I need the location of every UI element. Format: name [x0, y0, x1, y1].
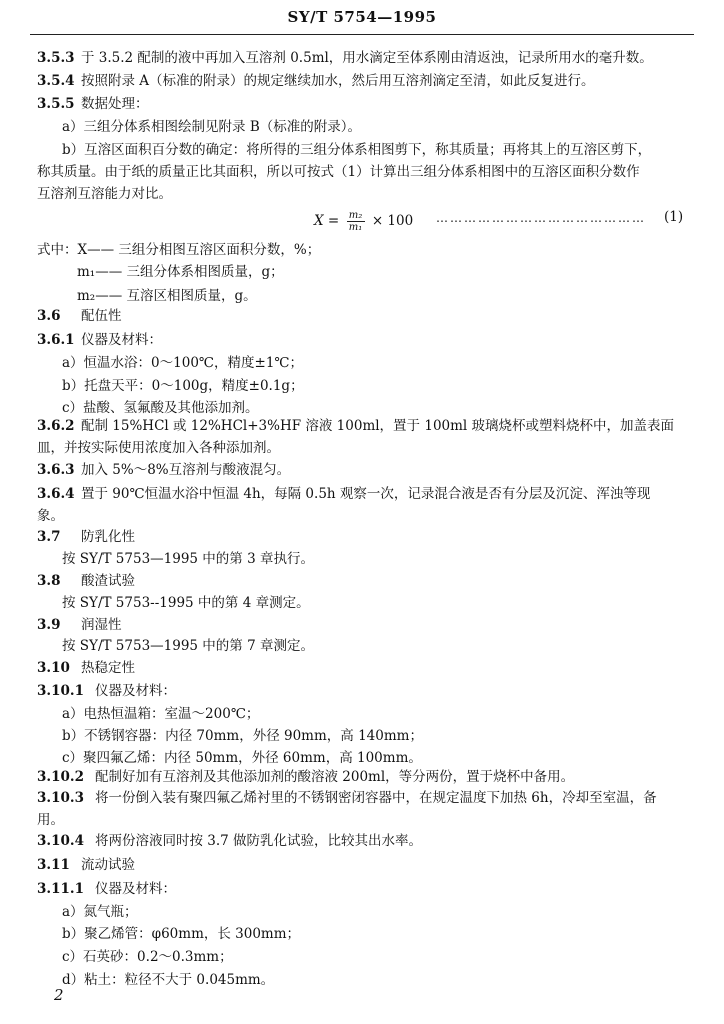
section-number: 3.6.2: [37, 418, 75, 434]
line-text: 数据处理：: [81, 96, 149, 112]
formula-denominator: m₁: [348, 222, 363, 233]
page-number: 2: [54, 986, 64, 1004]
text-line: [62, 593, 310, 613]
text-line: [37, 615, 122, 635]
section-number: 3.10: [37, 660, 70, 676]
text-line: [62, 947, 233, 967]
line-text: 式中：X—— 三组分相图互溶区面积分数，%；: [37, 242, 321, 258]
section-number: 3.7: [37, 529, 61, 545]
line-text: 配制好加有互溶剂及其他添加剂的酸溶液 200ml，等分两份，置于烧杯中备用。: [95, 769, 575, 785]
text-line: [77, 262, 284, 282]
line-text: 象。: [37, 508, 64, 524]
text-line: [37, 788, 657, 808]
line-text: 按照附录 A（标准的附录）的规定继续加水，然后用互溶剂滴定至清，如此反复进行。: [81, 73, 595, 89]
section-number: 3.11: [37, 857, 70, 873]
text-line: [62, 549, 314, 569]
line-text: c）石英砂：0.2～0.3mm；: [62, 949, 233, 965]
text-line: [37, 94, 149, 114]
text-line: [37, 767, 574, 787]
section-number: 3.5.4: [37, 73, 75, 89]
text-line: [37, 681, 176, 701]
line-text: b）不锈钢容器：内径 70mm，外径 90mm，高 140mm；: [62, 728, 423, 744]
line-text: a）恒温水浴：0～100℃，精度±1℃；: [62, 355, 304, 371]
text-line: [37, 184, 172, 204]
section-number: 3.10.2: [37, 769, 84, 785]
text-line: [62, 636, 314, 656]
section-number: 3.6.4: [37, 486, 75, 502]
formula-equals: =: [327, 213, 340, 229]
line-text: 按 SY/T 5753--1995 中的第 4 章测定。: [62, 595, 310, 611]
text-line: [37, 416, 674, 436]
line-text: c）盐酸、氢氟酸及其他添加剂。: [62, 400, 259, 416]
line-text: a）电热恒温箱：室温～200℃；: [62, 706, 260, 722]
line-text: a）三组分体系相图绘制见附录 B（标准的附录）。: [62, 119, 362, 135]
text-line: [37, 855, 135, 875]
text-line: [62, 902, 138, 922]
section-number: 3.6.1: [37, 332, 75, 348]
line-text: m₂—— 互溶区相图质量，g。: [77, 288, 257, 304]
formula-equation-number: (1): [664, 209, 684, 225]
text-line: [77, 286, 257, 306]
line-text: 酸渣试验: [81, 573, 135, 589]
section-number: 3.5.5: [37, 96, 75, 112]
line-text: 仪器及材料：: [95, 683, 176, 699]
text-line: [37, 658, 135, 678]
text-line: [37, 460, 290, 480]
line-text: 润湿性: [81, 617, 122, 633]
formula-numerator: m₂: [348, 210, 363, 221]
line-text: 热稳定性: [81, 660, 135, 676]
text-line: [62, 704, 259, 724]
section-number: 3.10.3: [37, 790, 84, 806]
section-number: 3.6.3: [37, 462, 75, 478]
text-line: [37, 571, 135, 591]
line-text: b）互溶区面积百分数的确定：将所得的三组分体系相图剪下，称其质量；再将其上的互溶区剪下，: [62, 142, 652, 158]
text-line: [37, 162, 640, 182]
header-rule: [30, 34, 694, 35]
text-line: [62, 376, 304, 396]
section-number: 3.10.4: [37, 833, 84, 849]
text-line: [37, 831, 422, 851]
line-text: 置于 90℃恒温水浴中恒温 4h，每隔 0.5h 观察一次，记录混合液是否有分层及沉淀、浑浊等现: [81, 486, 651, 502]
text-line: [62, 970, 274, 990]
line-text: 按 SY/T 5753—1995 中的第 7 章测定。: [62, 638, 314, 654]
line-text: b）聚乙烯管：φ60mm，长 300mm；: [62, 926, 301, 942]
text-line: [37, 506, 64, 526]
text-line: [37, 879, 176, 899]
line-text: m₁—— 三组分体系相图质量，g；: [77, 264, 284, 280]
line-text: 防乳化性: [81, 529, 135, 545]
text-line: [37, 438, 280, 458]
line-text: 称其质量。由于纸的质量正比其面积，所以可按式（1）计算出三组分体系相图中的互溶区面积分数作: [37, 164, 640, 180]
line-text: 配制 15%HCl 或 12%HCl+3%HF 溶液 100ml，置于 100ml 玻璃烧杯或塑料烧杯中，加盖表面: [81, 418, 675, 434]
text-line: [37, 810, 64, 830]
line-text: 将两份溶液同时按 3.7 做防乳化试验，比较其出水率。: [95, 833, 423, 849]
formula-times: × 100: [371, 213, 414, 229]
text-line: [37, 240, 320, 260]
text-line: [62, 353, 303, 373]
line-text: 用。: [37, 812, 64, 828]
text-line: [37, 71, 595, 91]
section-number: 3.5.3: [37, 50, 75, 66]
text-line: [37, 306, 122, 326]
line-text: b）托盘天平：0～100g，精度±0.1g；: [62, 378, 304, 394]
section-number: 3.8: [37, 573, 61, 589]
line-text: 配伍性: [81, 308, 122, 324]
formula-lhs: X: [314, 213, 324, 229]
line-text: 互溶剂互溶能力对比。: [37, 186, 172, 202]
line-text: d）粘土：粒径不大于 0.045mm。: [62, 972, 275, 988]
line-text: 皿，并按实际使用浓度加入各种添加剂。: [37, 440, 280, 456]
line-text: 于 3.5.2 配制的液中再加入互溶剂 0.5ml，用水滴定至体系刚由清返浊，记录所用水的毫升数。: [81, 50, 653, 66]
line-text: 仪器及材料：: [81, 332, 162, 348]
text-line: [62, 726, 423, 746]
text-line: [37, 527, 135, 547]
line-text: 仪器及材料：: [95, 881, 176, 897]
text-line: [37, 484, 650, 504]
text-line: [62, 748, 422, 768]
line-text: a）氮气瓶；: [62, 904, 138, 920]
section-number: 3.6: [37, 308, 61, 324]
text-line: [62, 924, 300, 944]
line-text: 按 SY/T 5753—1995 中的第 3 章执行。: [62, 551, 314, 567]
formula-fraction: [347, 210, 365, 233]
section-number: 3.11.1: [37, 881, 84, 897]
text-line: [62, 140, 651, 160]
text-line: [62, 398, 259, 418]
line-text: c）聚四氟乙烯：内径 50mm，外径 60mm，高 100mm。: [62, 750, 422, 766]
section-number: 3.10.1: [37, 683, 84, 699]
formula-1: [314, 210, 413, 240]
line-text: 加入 5%～8%互溶剂与酸液混匀。: [81, 462, 291, 478]
section-number: 3.9: [37, 617, 61, 633]
text-line: [62, 117, 361, 137]
line-text: 将一份倒入装有聚四氟乙烯衬里的不锈钢密闭容器中，在规定温度下加热 6h，冷却至室温，备: [95, 790, 657, 806]
text-line: [37, 48, 653, 68]
line-text: 流动试验: [81, 857, 135, 873]
page-header-standard-code: SY/T 5754—1995: [287, 8, 437, 26]
text-line: [37, 330, 162, 350]
formula-leader-dots: ………………………………………: [436, 211, 646, 225]
